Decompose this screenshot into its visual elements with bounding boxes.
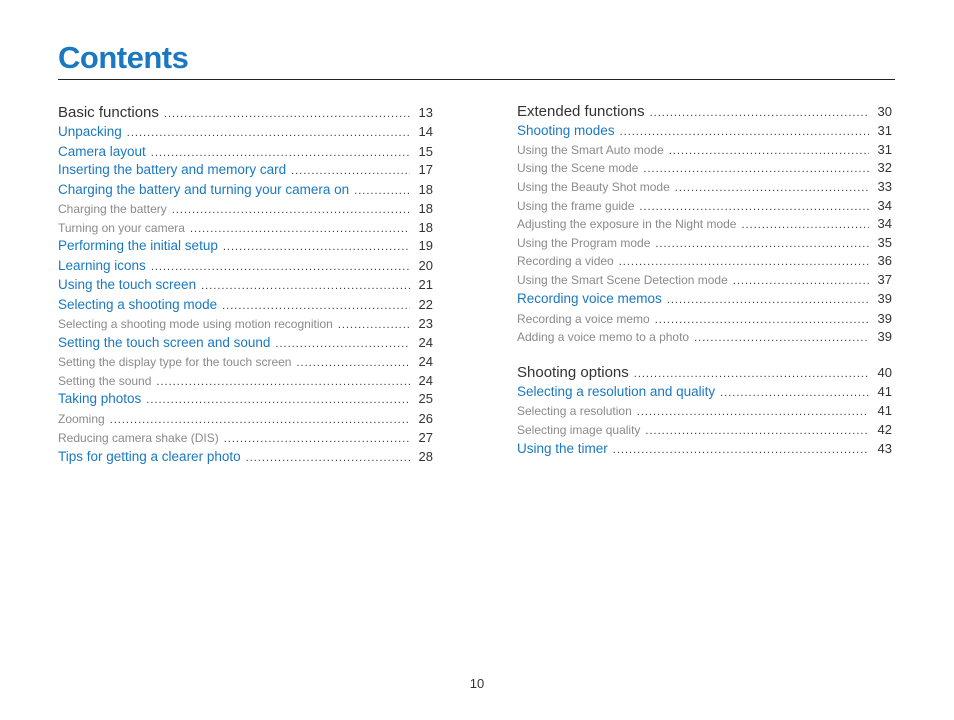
dot-leader bbox=[634, 368, 869, 380]
toc-entry-label: Selecting a shooting mode bbox=[58, 297, 218, 312]
toc-entry-page-number: 19 bbox=[418, 238, 433, 253]
dot-leader bbox=[694, 332, 869, 344]
toc-entry-label: Tips for getting a clearer photo bbox=[58, 449, 241, 464]
dot-leader bbox=[223, 241, 410, 253]
toc-entry-label: Using the Program mode bbox=[517, 236, 651, 250]
dot-leader bbox=[675, 182, 869, 194]
toc-entry[interactable] bbox=[517, 422, 892, 437]
toc-entry-label: Using the frame guide bbox=[517, 199, 635, 213]
toc-entry-page-number: 18 bbox=[418, 201, 433, 216]
dot-leader bbox=[669, 145, 869, 157]
dot-leader bbox=[275, 338, 410, 350]
dot-leader bbox=[650, 107, 869, 119]
toc-entry-page-number: 20 bbox=[418, 258, 433, 273]
dot-leader bbox=[164, 108, 410, 120]
toc-entry[interactable] bbox=[58, 411, 433, 426]
dot-leader bbox=[620, 126, 869, 138]
toc-entry-page-number: 32 bbox=[877, 160, 892, 175]
dot-leader bbox=[296, 357, 410, 369]
toc-entry[interactable] bbox=[58, 182, 433, 197]
toc-entry[interactable] bbox=[58, 373, 433, 388]
dot-leader bbox=[338, 319, 410, 331]
toc-entry[interactable] bbox=[517, 179, 892, 194]
toc-entry-label: Unpacking bbox=[58, 124, 122, 139]
toc-entry-page-number: 41 bbox=[877, 403, 892, 418]
toc-entry-page-number: 31 bbox=[877, 142, 892, 157]
dot-leader bbox=[643, 163, 869, 175]
toc-entry-label: Using the Smart Auto mode bbox=[517, 143, 664, 157]
toc-entry[interactable] bbox=[58, 430, 433, 445]
toc-entry-page-number: 41 bbox=[877, 384, 892, 399]
toc-entry-page-number: 18 bbox=[418, 182, 433, 197]
toc-entry-label: Inserting the battery and memory card bbox=[58, 162, 287, 177]
toc-entry[interactable] bbox=[517, 441, 892, 456]
toc-entry-page-number: 24 bbox=[418, 373, 433, 388]
toc-entry[interactable] bbox=[517, 142, 892, 157]
dot-leader bbox=[655, 314, 869, 326]
toc-entry-page-number: 39 bbox=[877, 329, 892, 344]
toc-entry-label: Using the Scene mode bbox=[517, 161, 639, 175]
dot-leader bbox=[127, 127, 410, 139]
dot-leader bbox=[291, 165, 410, 177]
toc-entry-label: Learning icons bbox=[58, 258, 146, 273]
toc-entry-page-number: 24 bbox=[418, 354, 433, 369]
toc-entry-label: Selecting image quality bbox=[517, 423, 641, 437]
toc-entry-page-number: 42 bbox=[877, 422, 892, 437]
dot-leader bbox=[156, 376, 410, 388]
toc-entry-label: Using the Beauty Shot mode bbox=[517, 180, 670, 194]
toc-entry[interactable] bbox=[58, 297, 433, 312]
toc-entry[interactable] bbox=[58, 391, 433, 406]
toc-entry-label: Recording a video bbox=[517, 254, 614, 268]
toc-entry[interactable] bbox=[58, 162, 433, 177]
toc-entry-label: Taking photos bbox=[58, 391, 142, 406]
toc-entry-label: Shooting modes bbox=[517, 123, 615, 138]
dot-leader bbox=[151, 261, 410, 273]
toc-entry-label: Adjusting the exposure in the Night mode bbox=[517, 217, 737, 231]
toc-entry-page-number: 26 bbox=[418, 411, 433, 426]
dot-leader bbox=[655, 238, 869, 250]
toc-entry-label: Selecting a shooting mode using motion recognition bbox=[58, 317, 333, 331]
toc-entry-label: Charging the battery bbox=[58, 202, 167, 216]
toc-entry-page-number: 21 bbox=[418, 277, 433, 292]
toc-entry-label: Recording a voice memo bbox=[517, 312, 650, 326]
toc-entry-page-number: 27 bbox=[418, 430, 433, 445]
toc-entry-label: Charging the battery and turning your camera on bbox=[58, 182, 350, 197]
toc-entry[interactable] bbox=[517, 103, 892, 120]
toc-entry[interactable] bbox=[58, 238, 433, 253]
page-title: Contents bbox=[58, 40, 189, 75]
toc-entry-label: Setting the display type for the touch screen bbox=[58, 355, 292, 369]
toc-entry-page-number: 39 bbox=[877, 311, 892, 326]
toc-entry-page-number: 13 bbox=[418, 105, 433, 120]
toc-entry-page-number: 14 bbox=[418, 124, 433, 139]
toc-entry-label: Turning on your camera bbox=[58, 221, 185, 235]
toc-entry[interactable] bbox=[517, 216, 892, 231]
toc-entry-page-number: 39 bbox=[877, 291, 892, 306]
toc-entry-page-number: 33 bbox=[877, 179, 892, 194]
toc-entry[interactable] bbox=[517, 123, 892, 138]
toc-entry-page-number: 34 bbox=[877, 198, 892, 213]
toc-entry[interactable] bbox=[517, 311, 892, 326]
toc-entry[interactable] bbox=[58, 316, 433, 331]
toc-entry-label: Basic functions bbox=[58, 104, 159, 121]
toc-entry-page-number: 30 bbox=[877, 104, 892, 119]
toc-entry-page-number: 24 bbox=[418, 335, 433, 350]
toc-entry[interactable] bbox=[517, 364, 892, 381]
dot-leader bbox=[201, 280, 410, 292]
toc-entry-label: Recording voice memos bbox=[517, 291, 662, 306]
toc-entry[interactable] bbox=[517, 235, 892, 250]
toc-entry-label: Setting the sound bbox=[58, 374, 152, 388]
toc-entry[interactable] bbox=[58, 124, 433, 139]
toc-entry-page-number: 43 bbox=[877, 441, 892, 456]
dot-leader bbox=[720, 387, 869, 399]
dot-leader bbox=[246, 452, 410, 464]
toc-entry-page-number: 15 bbox=[418, 144, 433, 159]
toc-entry-page-number: 23 bbox=[418, 316, 433, 331]
toc-entry[interactable] bbox=[517, 160, 892, 175]
toc-entry-page-number: 36 bbox=[877, 253, 892, 268]
toc-entry[interactable] bbox=[517, 329, 892, 344]
toc-entry-label: Zooming bbox=[58, 412, 105, 426]
dot-leader bbox=[619, 256, 869, 268]
toc-entry[interactable] bbox=[517, 291, 892, 306]
toc-entry-label: Using the timer bbox=[517, 441, 608, 456]
dot-leader bbox=[733, 275, 869, 287]
toc-entry-page-number: 28 bbox=[418, 449, 433, 464]
toc-entry-label: Adding a voice memo to a photo bbox=[517, 330, 690, 344]
dot-leader bbox=[741, 219, 869, 231]
toc-entry-page-number: 37 bbox=[877, 272, 892, 287]
toc-entry[interactable] bbox=[517, 253, 892, 268]
title-divider bbox=[58, 79, 895, 80]
toc-entry-page-number: 17 bbox=[418, 162, 433, 177]
dot-leader bbox=[146, 394, 410, 406]
toc-entry-label: Using the touch screen bbox=[58, 277, 197, 292]
toc-entry-page-number: 22 bbox=[418, 297, 433, 312]
dot-leader bbox=[222, 300, 410, 312]
toc-entry[interactable] bbox=[58, 335, 433, 350]
dot-leader bbox=[613, 444, 869, 456]
toc-entry[interactable] bbox=[517, 198, 892, 213]
dot-leader bbox=[110, 414, 410, 426]
toc-entry-page-number: 40 bbox=[877, 365, 892, 380]
toc-entry[interactable] bbox=[58, 258, 433, 273]
toc-entry-label: Setting the touch screen and sound bbox=[58, 335, 271, 350]
toc-entry[interactable] bbox=[58, 220, 433, 235]
toc-entry-page-number: 25 bbox=[418, 391, 433, 406]
dot-leader bbox=[667, 294, 869, 306]
toc-entry-page-number: 34 bbox=[877, 216, 892, 231]
toc-entry-label: Selecting a resolution and quality bbox=[517, 384, 716, 399]
toc-entry-label: Shooting options bbox=[517, 364, 629, 381]
toc-entry-label: Performing the initial setup bbox=[58, 238, 218, 253]
toc-entry[interactable] bbox=[517, 384, 892, 399]
dot-leader bbox=[637, 406, 869, 418]
toc-entry-label: Extended functions bbox=[517, 103, 645, 120]
toc-entry-label: Reducing camera shake (DIS) bbox=[58, 431, 219, 445]
toc-entry[interactable] bbox=[58, 201, 433, 216]
dot-leader bbox=[639, 201, 869, 213]
dot-leader bbox=[190, 223, 410, 235]
dot-leader bbox=[645, 425, 869, 437]
toc-entry-label: Selecting a resolution bbox=[517, 404, 632, 418]
toc-entry[interactable] bbox=[58, 144, 433, 159]
dot-leader bbox=[224, 433, 410, 445]
dot-leader bbox=[151, 147, 410, 159]
toc-entry[interactable] bbox=[517, 403, 892, 418]
toc-entry-label: Using the Smart Scene Detection mode bbox=[517, 273, 728, 287]
toc-entry-page-number: 31 bbox=[877, 123, 892, 138]
page-number: 10 bbox=[469, 676, 485, 691]
toc-entry[interactable] bbox=[58, 354, 433, 369]
toc-entry[interactable] bbox=[58, 277, 433, 292]
toc-entry-label: Camera layout bbox=[58, 144, 146, 159]
toc-entry[interactable] bbox=[517, 272, 892, 287]
toc-entry[interactable] bbox=[58, 104, 433, 121]
dot-leader bbox=[172, 204, 410, 216]
toc-entry-page-number: 18 bbox=[418, 220, 433, 235]
dot-leader bbox=[354, 185, 410, 197]
toc-entry[interactable] bbox=[58, 449, 433, 464]
toc-entry-page-number: 35 bbox=[877, 235, 892, 250]
